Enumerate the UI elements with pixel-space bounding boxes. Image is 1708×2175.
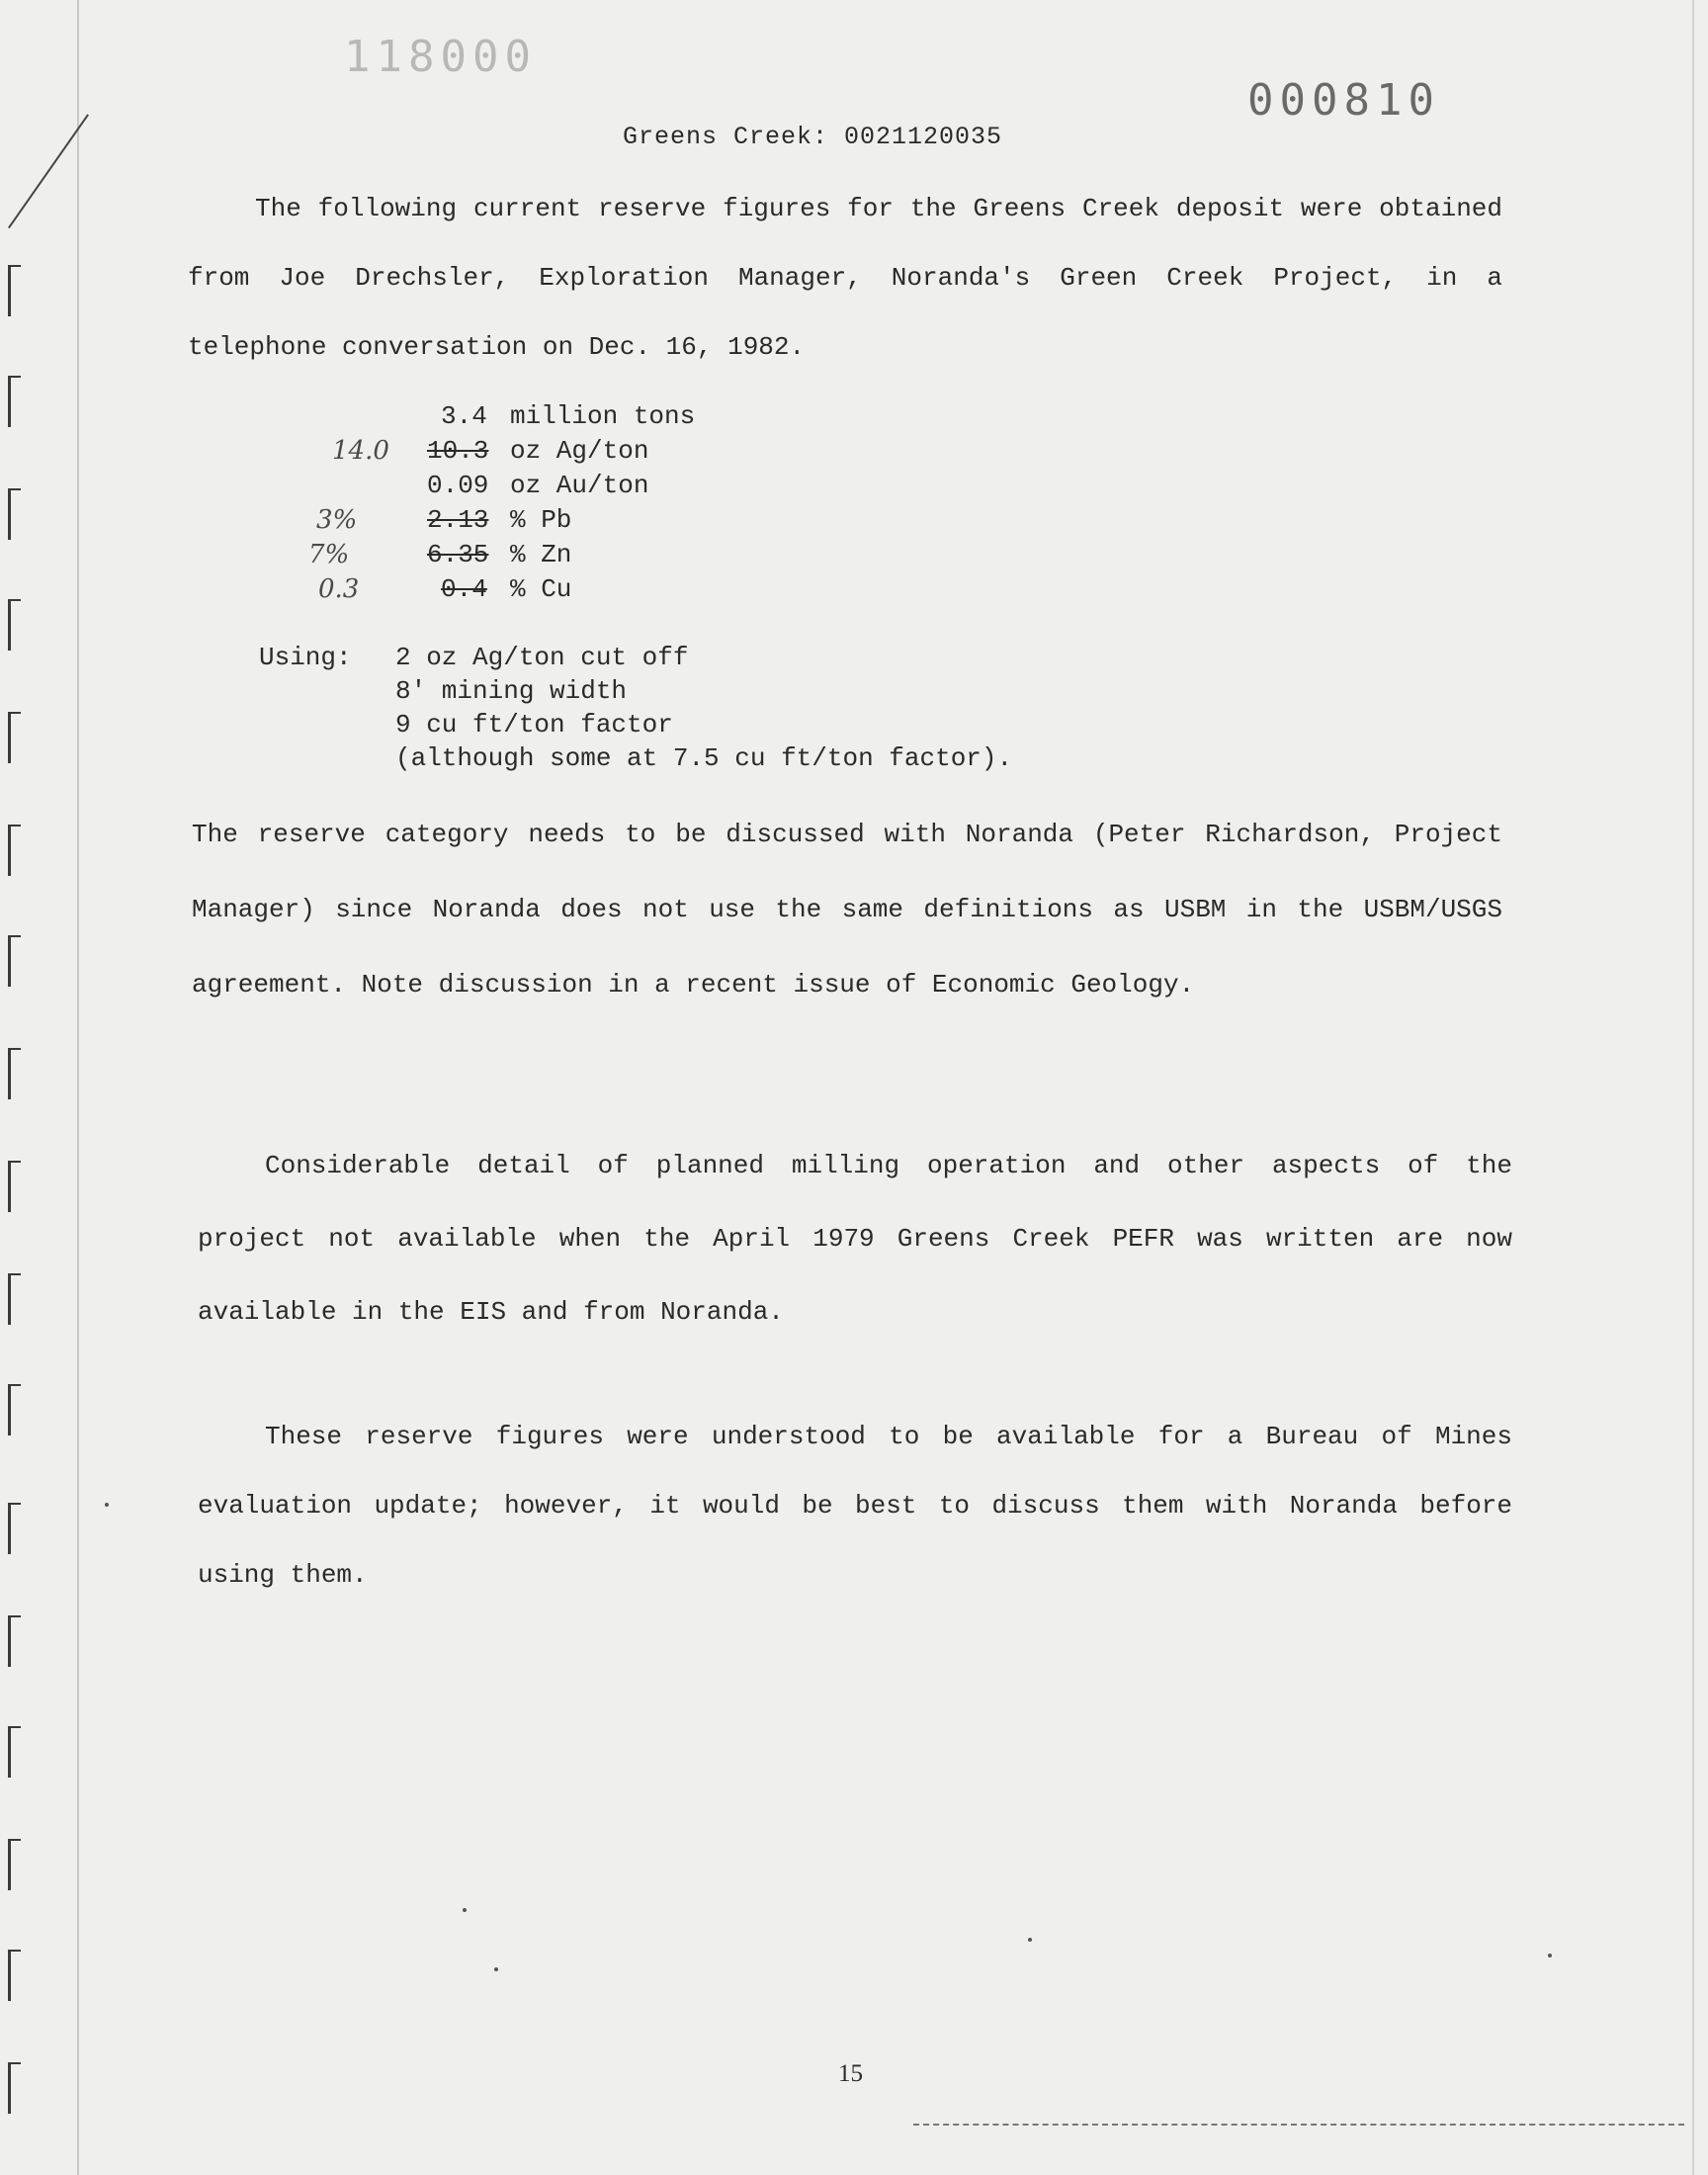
document-title: Greens Creek: 0021120035 (623, 123, 1003, 151)
scan-speck (494, 1967, 498, 1971)
figure-unit: oz Ag/ton (510, 436, 649, 466)
milling-detail-paragraph: Considerable detail of planned milling operation and other aspects of the project not available when the April 1979 Greens Creek PEFR was written are now available in the EIS and from Noranda. (198, 1151, 1512, 1327)
figure-value: 3.4 (441, 401, 487, 431)
struck-figure-value: 2.13 (427, 505, 489, 535)
binder-bracket (8, 1384, 21, 1436)
stamp-number-top-left: 118000 (344, 32, 537, 82)
figure-value: 0.09 (427, 471, 489, 500)
intro-paragraph: The following current reserve figures for the Greens Creek deposit were obtained from Joe Drechsler, Exploration Manager, Noranda's Green Creek Project, in a telephone conversation on Dec. 16, 1982. (188, 194, 1502, 362)
handwritten-revision: 7% (308, 540, 350, 569)
scan-speck (1548, 1954, 1552, 1958)
using-label: Using: (259, 643, 352, 672)
binder-bracket (8, 376, 21, 427)
page-number: 15 (838, 2060, 863, 2087)
using-line: 8' mining width (395, 676, 628, 706)
figure-unit: % Zn (510, 540, 572, 569)
binder-bracket (8, 935, 21, 987)
binder-bracket (8, 712, 21, 763)
binder-bracket (8, 1615, 21, 1667)
scan-speck (1028, 1938, 1032, 1942)
figure-unit: oz Au/ton (510, 471, 649, 500)
bottom-edge-line (913, 2124, 1684, 2126)
binder-bracket (8, 1950, 21, 2001)
figure-unit: % Cu (510, 574, 572, 604)
stamp-number-top-right: 000810 (1247, 75, 1440, 126)
using-line: 9 cu ft/ton factor (395, 710, 673, 740)
binder-bracket (8, 1839, 21, 1890)
handwritten-revision: 0.3 (318, 574, 360, 604)
binder-bracket (8, 1503, 21, 1554)
struck-figure-value: 0.4 (441, 574, 487, 604)
binding-margin-line (77, 0, 79, 2175)
binder-bracket (8, 2062, 21, 2114)
binder-bracket (8, 1161, 21, 1212)
using-line: 2 oz Ag/ton cut off (395, 643, 689, 672)
scan-speck (463, 1908, 467, 1912)
binder-bracket (8, 1726, 21, 1778)
binder-bracket (8, 825, 21, 876)
binder-bracket (8, 1048, 21, 1099)
page-edge (1692, 0, 1694, 2175)
binder-bracket (8, 599, 21, 651)
figure-unit: % Pb (510, 505, 572, 535)
handwritten-revision: 3% (316, 505, 358, 535)
using-line: (although some at 7.5 cu ft/ton factor). (395, 743, 1013, 773)
handwritten-revision: 14.0 (332, 436, 389, 466)
bureau-of-mines-paragraph: These reserve figures were understood to be available for a Bureau of Mines evaluation update; however, it would be best to discuss them with Noranda before using them. (198, 1422, 1512, 1590)
binder-bracket (8, 1273, 21, 1325)
struck-figure-value: 6.35 (427, 540, 489, 569)
scan-speck (105, 1503, 109, 1507)
figure-unit: million tons (510, 401, 696, 431)
binder-bracket (8, 265, 21, 316)
binder-bracket (8, 488, 21, 540)
struck-figure-value: 10.3 (427, 436, 489, 466)
reserve-category-paragraph: The reserve category needs to be discussed with Noranda (Peter Richardson, Project Manager) since Noranda does not use the same definitions as USBM in the USBM/USGS agreement. Note discussion in a recent issue of Economic Geology. (192, 820, 1502, 1000)
